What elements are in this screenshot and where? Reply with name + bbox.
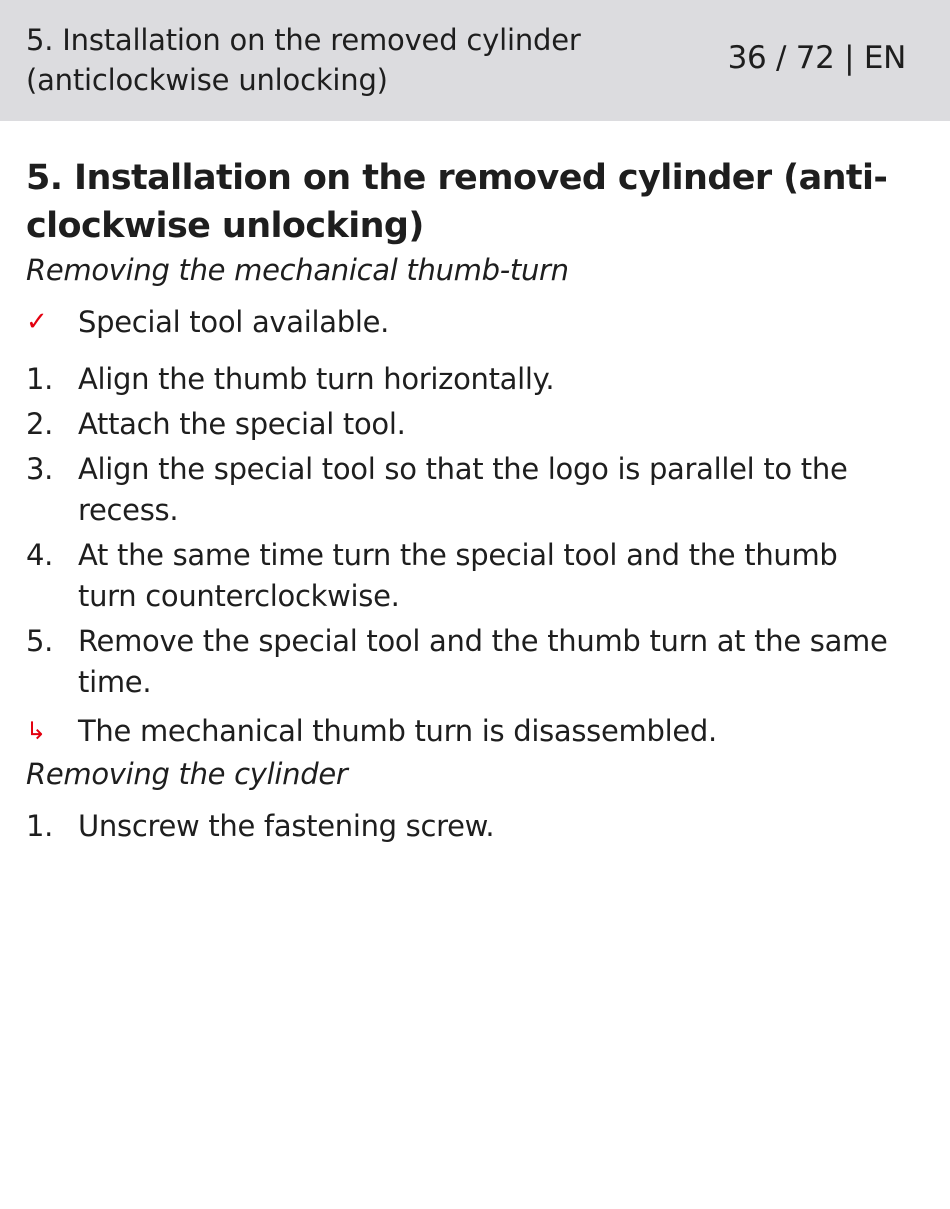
requirement-item bbox=[26, 302, 916, 343]
step-number: 5. bbox=[26, 624, 54, 658]
step-number: 4. bbox=[26, 538, 54, 572]
result-arrow-icon: ↳ bbox=[26, 717, 46, 745]
step-text: Align the thumb turn horizontally. bbox=[78, 362, 555, 396]
step-text: At the same time turn the special tool and the thumb bbox=[78, 538, 838, 572]
header-title-line: (anticlockwise unlocking) bbox=[26, 63, 388, 97]
header-title bbox=[26, 20, 646, 100]
step-number: 3. bbox=[26, 452, 54, 486]
document-body bbox=[26, 154, 916, 847]
step-text: Unscrew the fastening screw. bbox=[78, 809, 495, 843]
step-number: 1. bbox=[26, 809, 54, 843]
step-text: Align the special tool so that the logo is parallel to the bbox=[78, 452, 848, 486]
step-text: time. bbox=[78, 665, 152, 699]
step-item bbox=[26, 806, 916, 847]
step-item bbox=[26, 449, 916, 531]
checkmark-icon: ✓ bbox=[26, 307, 48, 337]
header-title-line: 5. Installation on the removed cylinder bbox=[26, 23, 581, 57]
result-text: The mechanical thumb turn is disassembled. bbox=[78, 714, 717, 748]
step-item bbox=[26, 404, 916, 445]
step-item bbox=[26, 621, 916, 703]
step-text: recess. bbox=[78, 493, 179, 527]
result-item bbox=[26, 711, 916, 752]
step-text: Remove the special tool and the thumb turn at the same bbox=[78, 624, 888, 658]
step-text: turn counterclockwise. bbox=[78, 579, 400, 613]
page-number: 36 / 72 | EN bbox=[727, 40, 906, 76]
step-item bbox=[26, 359, 916, 400]
subsection-title: Removing the mechanical thumb-turn bbox=[26, 253, 569, 287]
page-header bbox=[0, 0, 950, 121]
requirement-text: Special tool available. bbox=[78, 305, 390, 339]
step-number: 2. bbox=[26, 407, 54, 441]
step-text: Attach the special tool. bbox=[78, 407, 406, 441]
step-number: 1. bbox=[26, 362, 54, 396]
subsection-title: Removing the cylinder bbox=[26, 757, 348, 791]
section-heading bbox=[26, 154, 916, 250]
section-heading-line: clockwise unlocking) bbox=[26, 206, 424, 246]
section-heading-line: 5. Installation on the removed cylinder (anti- bbox=[26, 158, 888, 198]
step-item bbox=[26, 535, 916, 617]
